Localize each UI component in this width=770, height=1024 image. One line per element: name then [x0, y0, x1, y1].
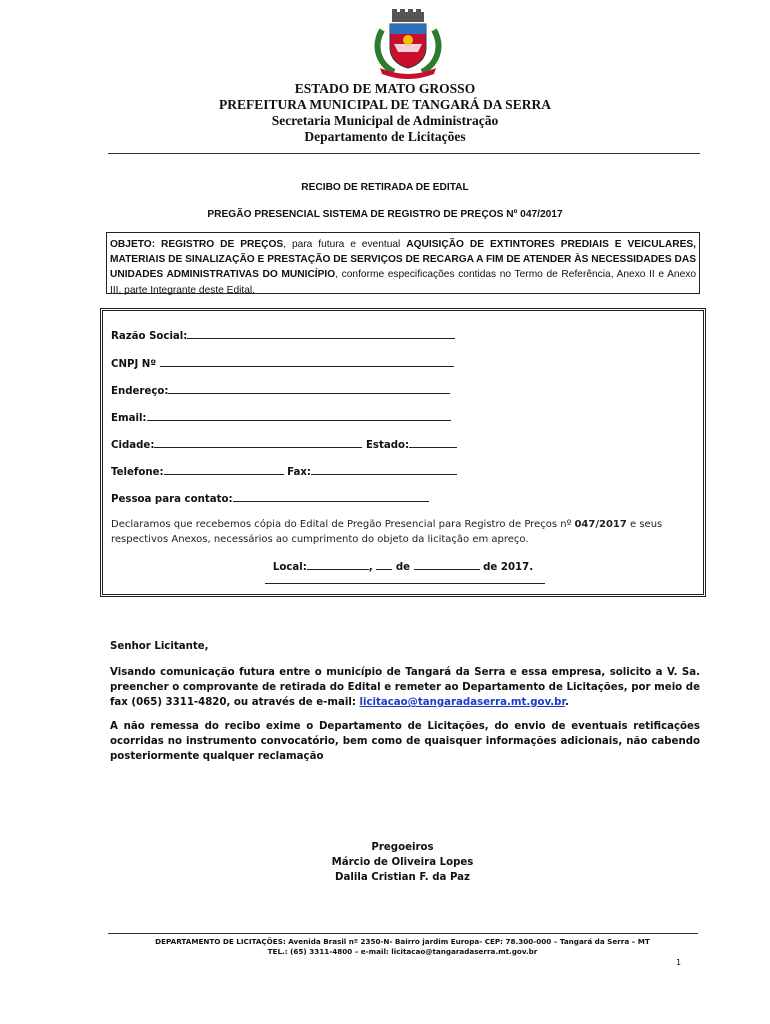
warning-paragraph: A não remessa do recibo exime o Departamento de Licitações, do envio de eventuais retificações ocorridas no instrumento convocatório, bem como de quaisquer informações adicionais, não cabendo posteriormente qualquer reclamação	[110, 721, 700, 762]
fax-field[interactable]	[311, 464, 457, 475]
day-field[interactable]	[376, 559, 392, 570]
estado-field[interactable]	[409, 437, 457, 448]
page-number: 1	[676, 958, 682, 967]
estado-label: Estado:	[365, 440, 410, 451]
greeting: Senhor Licitante,	[110, 641, 209, 652]
telefone-label: Telefone:	[111, 467, 164, 478]
declaration-part-2: e seus respectivos Anexos, necessários ao cumprimento do objeto da licitação em apreço.	[111, 519, 663, 545]
local-date-row	[103, 559, 703, 573]
email-link[interactable]: licitacao@tangaradaserra.mt.gov.br	[359, 697, 566, 708]
endereco-row	[111, 383, 450, 397]
signature-role: Pregoeiros	[371, 842, 434, 853]
contato-row	[111, 491, 429, 505]
email-row	[111, 410, 451, 424]
instruction-text: Visando comunicação futura entre o município de Tangará da Serra e essa empresa, solicito a V. Sa. preencher o comprovante de retirada do Edital e remeter ao Departamento de Licitações, por meio de fax (065) 3311-4820, ou através de e-mail:	[110, 667, 700, 708]
local-year: de 2017.	[479, 562, 534, 573]
local-separator: ,	[368, 562, 377, 573]
local-de: de	[392, 562, 414, 573]
signature-name-2: Dalila Cristian F. da Paz	[335, 872, 470, 883]
objeto-text-1: , para futura e eventual	[283, 239, 407, 250]
objeto-text-2: , conforme especificações contidas no Termo de Referência, Anexo II e Anexo III, parte Integrante deste Edital.	[110, 269, 696, 296]
email-field[interactable]	[147, 410, 451, 421]
contato-field[interactable]	[233, 491, 429, 502]
cnpj-row	[111, 356, 454, 370]
razao-social-label: Razão Social:	[111, 331, 188, 342]
company-form	[100, 308, 706, 597]
objeto-label: OBJETO: REGISTRO DE PREÇOS	[110, 239, 284, 250]
declaration-number: 047/2017	[574, 519, 627, 530]
instruction-paragraph	[110, 665, 700, 710]
local-label: Local:	[272, 562, 307, 573]
objeto-bold-text: AQUISIÇÃO DE EXTINTORES PREDIAIS E VEICULARES, MATERIAIS DE SINALIZAÇÃO E PRESTAÇÃO DE SERVIÇOS DE RECARGA A FIM DE ATENDER ÀS NECESSIDADES DAS UNIDADES ADMINISTRATIVAS DO MUNICÍPIO	[110, 239, 696, 281]
fax-label: Fax:	[287, 467, 312, 478]
cnpj-field[interactable]	[160, 356, 454, 367]
footer-divider	[108, 933, 698, 934]
telefone-field[interactable]	[164, 464, 284, 475]
header-prefeitura: PREFEITURA MUNICIPAL DE TANGARÁ DA SERRA	[219, 97, 551, 112]
footer-address: DEPARTAMENTO DE LICITAÇÕES: Avenida Brasil nº 2350-N- Bairro jardim Europa- CEP: 78.300-000 – Tangará da Serra – MT	[155, 937, 650, 946]
instruction-end: .	[565, 697, 569, 708]
razao-social-field[interactable]	[187, 328, 455, 339]
header-state: ESTADO DE MATO GROSSO	[294, 81, 476, 96]
cnpj-label: CNPJ Nº	[111, 359, 157, 370]
cidade-row	[111, 437, 457, 451]
header-secretaria: Secretaria Municipal de Administração	[271, 113, 499, 128]
endereco-field[interactable]	[168, 383, 450, 394]
signature-name-1: Márcio de Oliveira Lopes	[331, 857, 474, 868]
month-field[interactable]	[414, 559, 480, 570]
declaration-part-1: Declaramos que recebemos cópia do Edital de Pregão Presencial para Registro de Preços nº	[111, 519, 575, 530]
razao-social-row	[111, 328, 455, 342]
cidade-field[interactable]	[154, 437, 362, 448]
coat-of-arms-icon	[372, 8, 444, 80]
declaration-text	[111, 517, 701, 547]
local-field[interactable]	[307, 559, 369, 570]
email-label: Email:	[111, 413, 147, 424]
objeto-box	[106, 232, 700, 294]
signature-line[interactable]	[265, 583, 545, 584]
document-title: RECIBO DE RETIRADA DE EDITAL	[301, 182, 469, 193]
document-subtitle: PREGÃO PRESENCIAL SISTEMA DE REGISTRO DE PREÇOS Nº 047/2017	[207, 209, 563, 220]
endereco-label: Endereço:	[111, 386, 169, 397]
contato-label: Pessoa para contato:	[111, 494, 233, 505]
cidade-label: Cidade:	[111, 440, 155, 451]
header-divider	[108, 153, 700, 154]
footer-contact: TEL.: (65) 3311-4800 – e-mail: licitacao@tangaradaserra.mt.gov.br	[267, 947, 538, 956]
telefone-row	[111, 464, 457, 478]
header-departamento: Departamento de Licitações	[304, 129, 466, 144]
